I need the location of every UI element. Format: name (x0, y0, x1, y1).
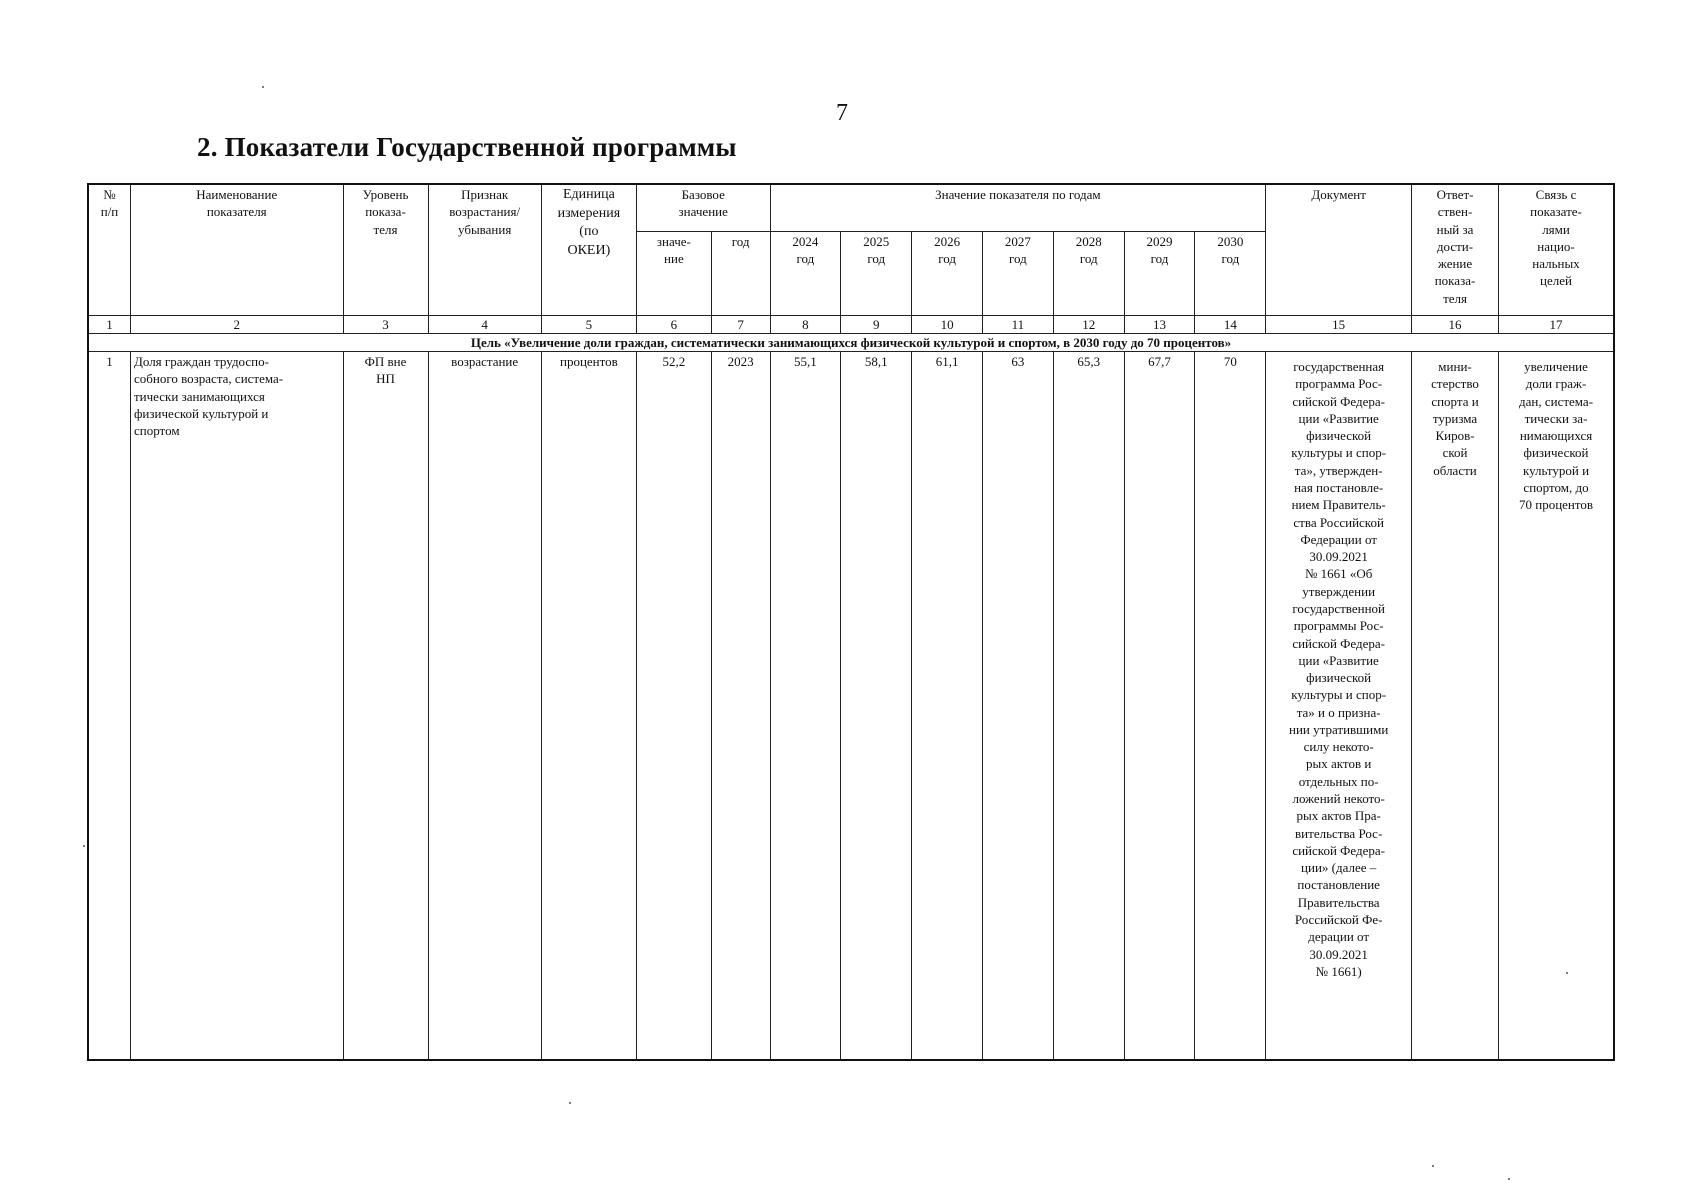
column-number: 3 (343, 316, 428, 334)
header-year-2030: 2030 год (1195, 232, 1266, 316)
row-num: 1 (88, 352, 131, 1061)
scan-speck (1566, 972, 1568, 974)
row-trend: возрастание (428, 352, 541, 1061)
column-number: 6 (636, 316, 711, 334)
row-value-2030: 70 (1195, 352, 1266, 1061)
page-number: 7 (836, 100, 848, 126)
column-number: 5 (541, 316, 636, 334)
scan-speck (83, 845, 85, 847)
column-number: 9 (841, 316, 912, 334)
row-value-2025: 58,1 (841, 352, 912, 1061)
header-name: Наименование показателя (131, 184, 344, 316)
row-base-value: 52,2 (636, 352, 711, 1061)
column-number: 17 (1499, 316, 1614, 334)
goal-text: Цель «Увеличение доли граждан, систематически занимающихся физической культурой и спортом, в 2030 году до 70 процентов» (88, 334, 1614, 352)
row-link: увеличение доли граж- дан, система- тически за- нимающихся физической культурой и спортом, до 70 процентов (1499, 352, 1614, 1061)
row-level: ФП вне НП (343, 352, 428, 1061)
column-number: 1 (88, 316, 131, 334)
header-level: Уровень показа- теля (343, 184, 428, 316)
row-value-2028: 65,3 (1053, 352, 1124, 1061)
row-value-2026: 61,1 (912, 352, 983, 1061)
scan-speck (262, 86, 264, 88)
column-number: 2 (131, 316, 344, 334)
header-responsible: Ответ- ствен- ный за дости- жение показа- теля (1412, 184, 1499, 316)
column-number: 13 (1124, 316, 1195, 334)
table-row (88, 352, 1614, 1061)
indicators-table-wrapper (87, 183, 1615, 1061)
header-base: Базовое значение (636, 184, 770, 232)
column-number: 12 (1053, 316, 1124, 334)
column-number: 16 (1412, 316, 1499, 334)
header-values-by-year: Значение показателя по годам (770, 184, 1266, 232)
header-year-2027: 2027 год (982, 232, 1053, 316)
header-trend: Признак возрастания/ убывания (428, 184, 541, 316)
header-base-value: значе- ние (636, 232, 711, 316)
row-value-2027: 63 (982, 352, 1053, 1061)
header-base-year: год (711, 232, 770, 316)
header-year-2026: 2026 год (912, 232, 983, 316)
header-link: Связь с показате- лями нацио- нальных целей (1499, 184, 1614, 316)
header-year-2029: 2029 год (1124, 232, 1195, 316)
header-unit: Единица измерения (по ОКЕИ) (541, 184, 636, 316)
row-value-2029: 67,7 (1124, 352, 1195, 1061)
row-value-2024: 55,1 (770, 352, 841, 1061)
column-number: 10 (912, 316, 983, 334)
scan-speck (569, 1102, 571, 1104)
section-heading: 2. Показатели Государственной программы (197, 132, 737, 162)
row-unit: процентов (541, 352, 636, 1061)
scan-speck (1432, 1165, 1434, 1167)
column-number: 15 (1266, 316, 1412, 334)
scan-speck (1508, 1178, 1510, 1180)
table-header-row-1 (88, 184, 1614, 232)
header-year-2025: 2025 год (841, 232, 912, 316)
row-responsible: мини- стерство спорта и туризма Киров- ской области (1412, 352, 1499, 1061)
header-year-2028: 2028 год (1053, 232, 1124, 316)
header-num: № п/п (88, 184, 131, 316)
column-number: 8 (770, 316, 841, 334)
goal-row (88, 334, 1614, 352)
row-document: государственная программа Рос- сийской Федера- ции «Развитие физической культуры и спор- та», утвержден- ная постановле- нием Правитель- ства Российской Федерации от 30.09.2021 № 1661 «Об утверждении государственной программы Рос- сийской Федера- ции «Развитие физической культуры и спор- та» и о призна- нии утратившими силу некото- рых актов и отдельных по- ложений некото- рых актов Пра- вительства Рос- сийской Федера- ции» (далее – постановление Правительства Российской Фе- дерации от 30.09.2021 № 1661) (1266, 352, 1412, 1061)
column-number: 7 (711, 316, 770, 334)
indicators-table (87, 183, 1615, 1061)
column-number: 11 (982, 316, 1053, 334)
column-number: 14 (1195, 316, 1266, 334)
header-document: Документ (1266, 184, 1412, 316)
row-base-year: 2023 (711, 352, 770, 1061)
column-numbers-row (88, 316, 1614, 334)
column-number: 4 (428, 316, 541, 334)
header-year-2024: 2024 год (770, 232, 841, 316)
row-name: Доля граждан трудоспо- собного возраста, система- тически занимающихся физической культурой и спортом (131, 352, 344, 1061)
